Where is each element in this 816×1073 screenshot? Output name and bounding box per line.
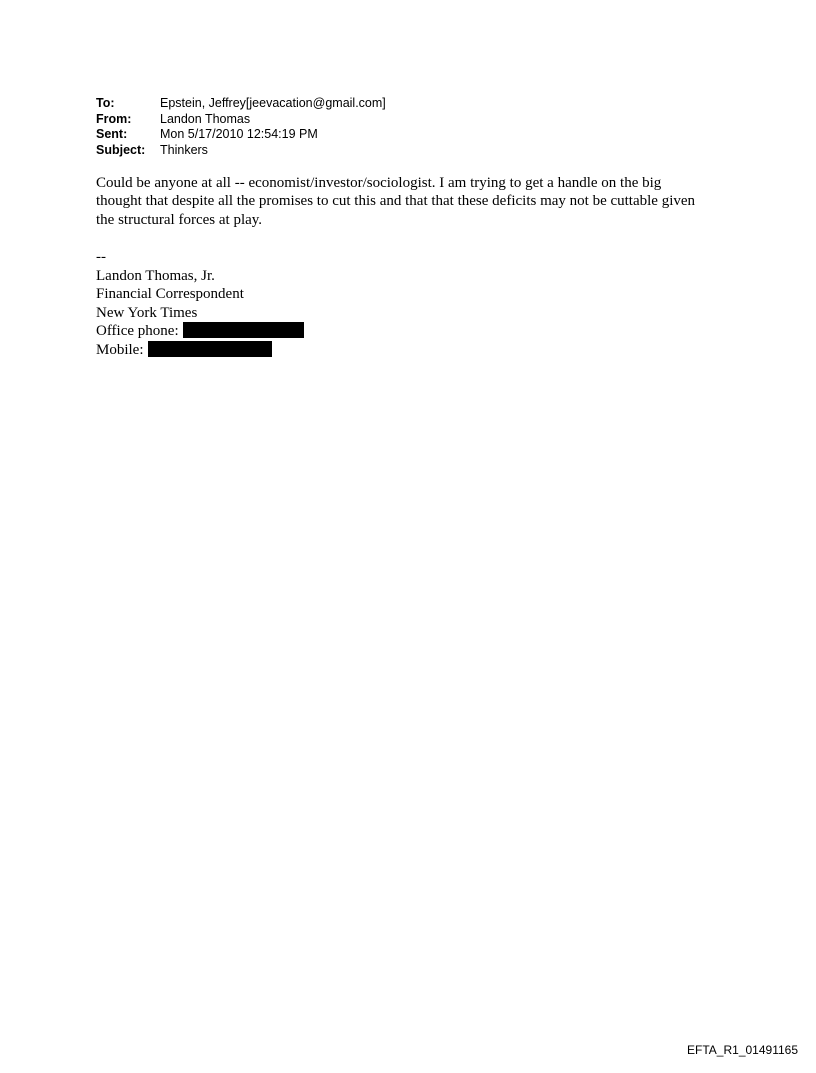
subject-label: Subject:: [96, 142, 146, 157]
email-body: Could be anyone at all -- economist/investor/sociologist. I am trying to get a handle on the big thought that despite all the promises to cut this and that that these deficits may not be cuttable given the structural forces at play.: [96, 175, 696, 228]
mobile-line: [96, 341, 304, 360]
email-header: [96, 96, 386, 158]
sent-label: Sent:: [96, 127, 128, 141]
header-sent-row: [96, 127, 386, 143]
mobile-label: Mobile:: [96, 341, 144, 358]
signature-title: Financial Correspondent: [96, 286, 244, 302]
signature-separator: --: [96, 249, 106, 265]
redaction-box-office-phone: [183, 322, 304, 338]
header-to-row: [96, 96, 386, 112]
to-label: To:: [96, 96, 115, 110]
office-phone-line: [96, 322, 304, 341]
sent-value: Mon 5/17/2010 12:54:19 PM: [160, 127, 318, 141]
to-value: Epstein, Jeffrey[jeevacation@gmail.com]: [160, 96, 386, 110]
header-subject-row: [96, 143, 386, 159]
signature-name: Landon Thomas, Jr.: [96, 267, 215, 284]
from-value: Landon Thomas: [160, 111, 251, 126]
email-signature: [96, 248, 304, 359]
document-id: EFTA_R1_01491165: [687, 1043, 798, 1057]
subject-value: Thinkers: [160, 142, 208, 157]
from-label: From:: [96, 111, 132, 126]
signature-organization: New York Times: [96, 304, 198, 321]
header-from-row: [96, 112, 386, 128]
office-phone-label: Office phone:: [96, 323, 179, 339]
redaction-box-mobile: [148, 341, 272, 357]
